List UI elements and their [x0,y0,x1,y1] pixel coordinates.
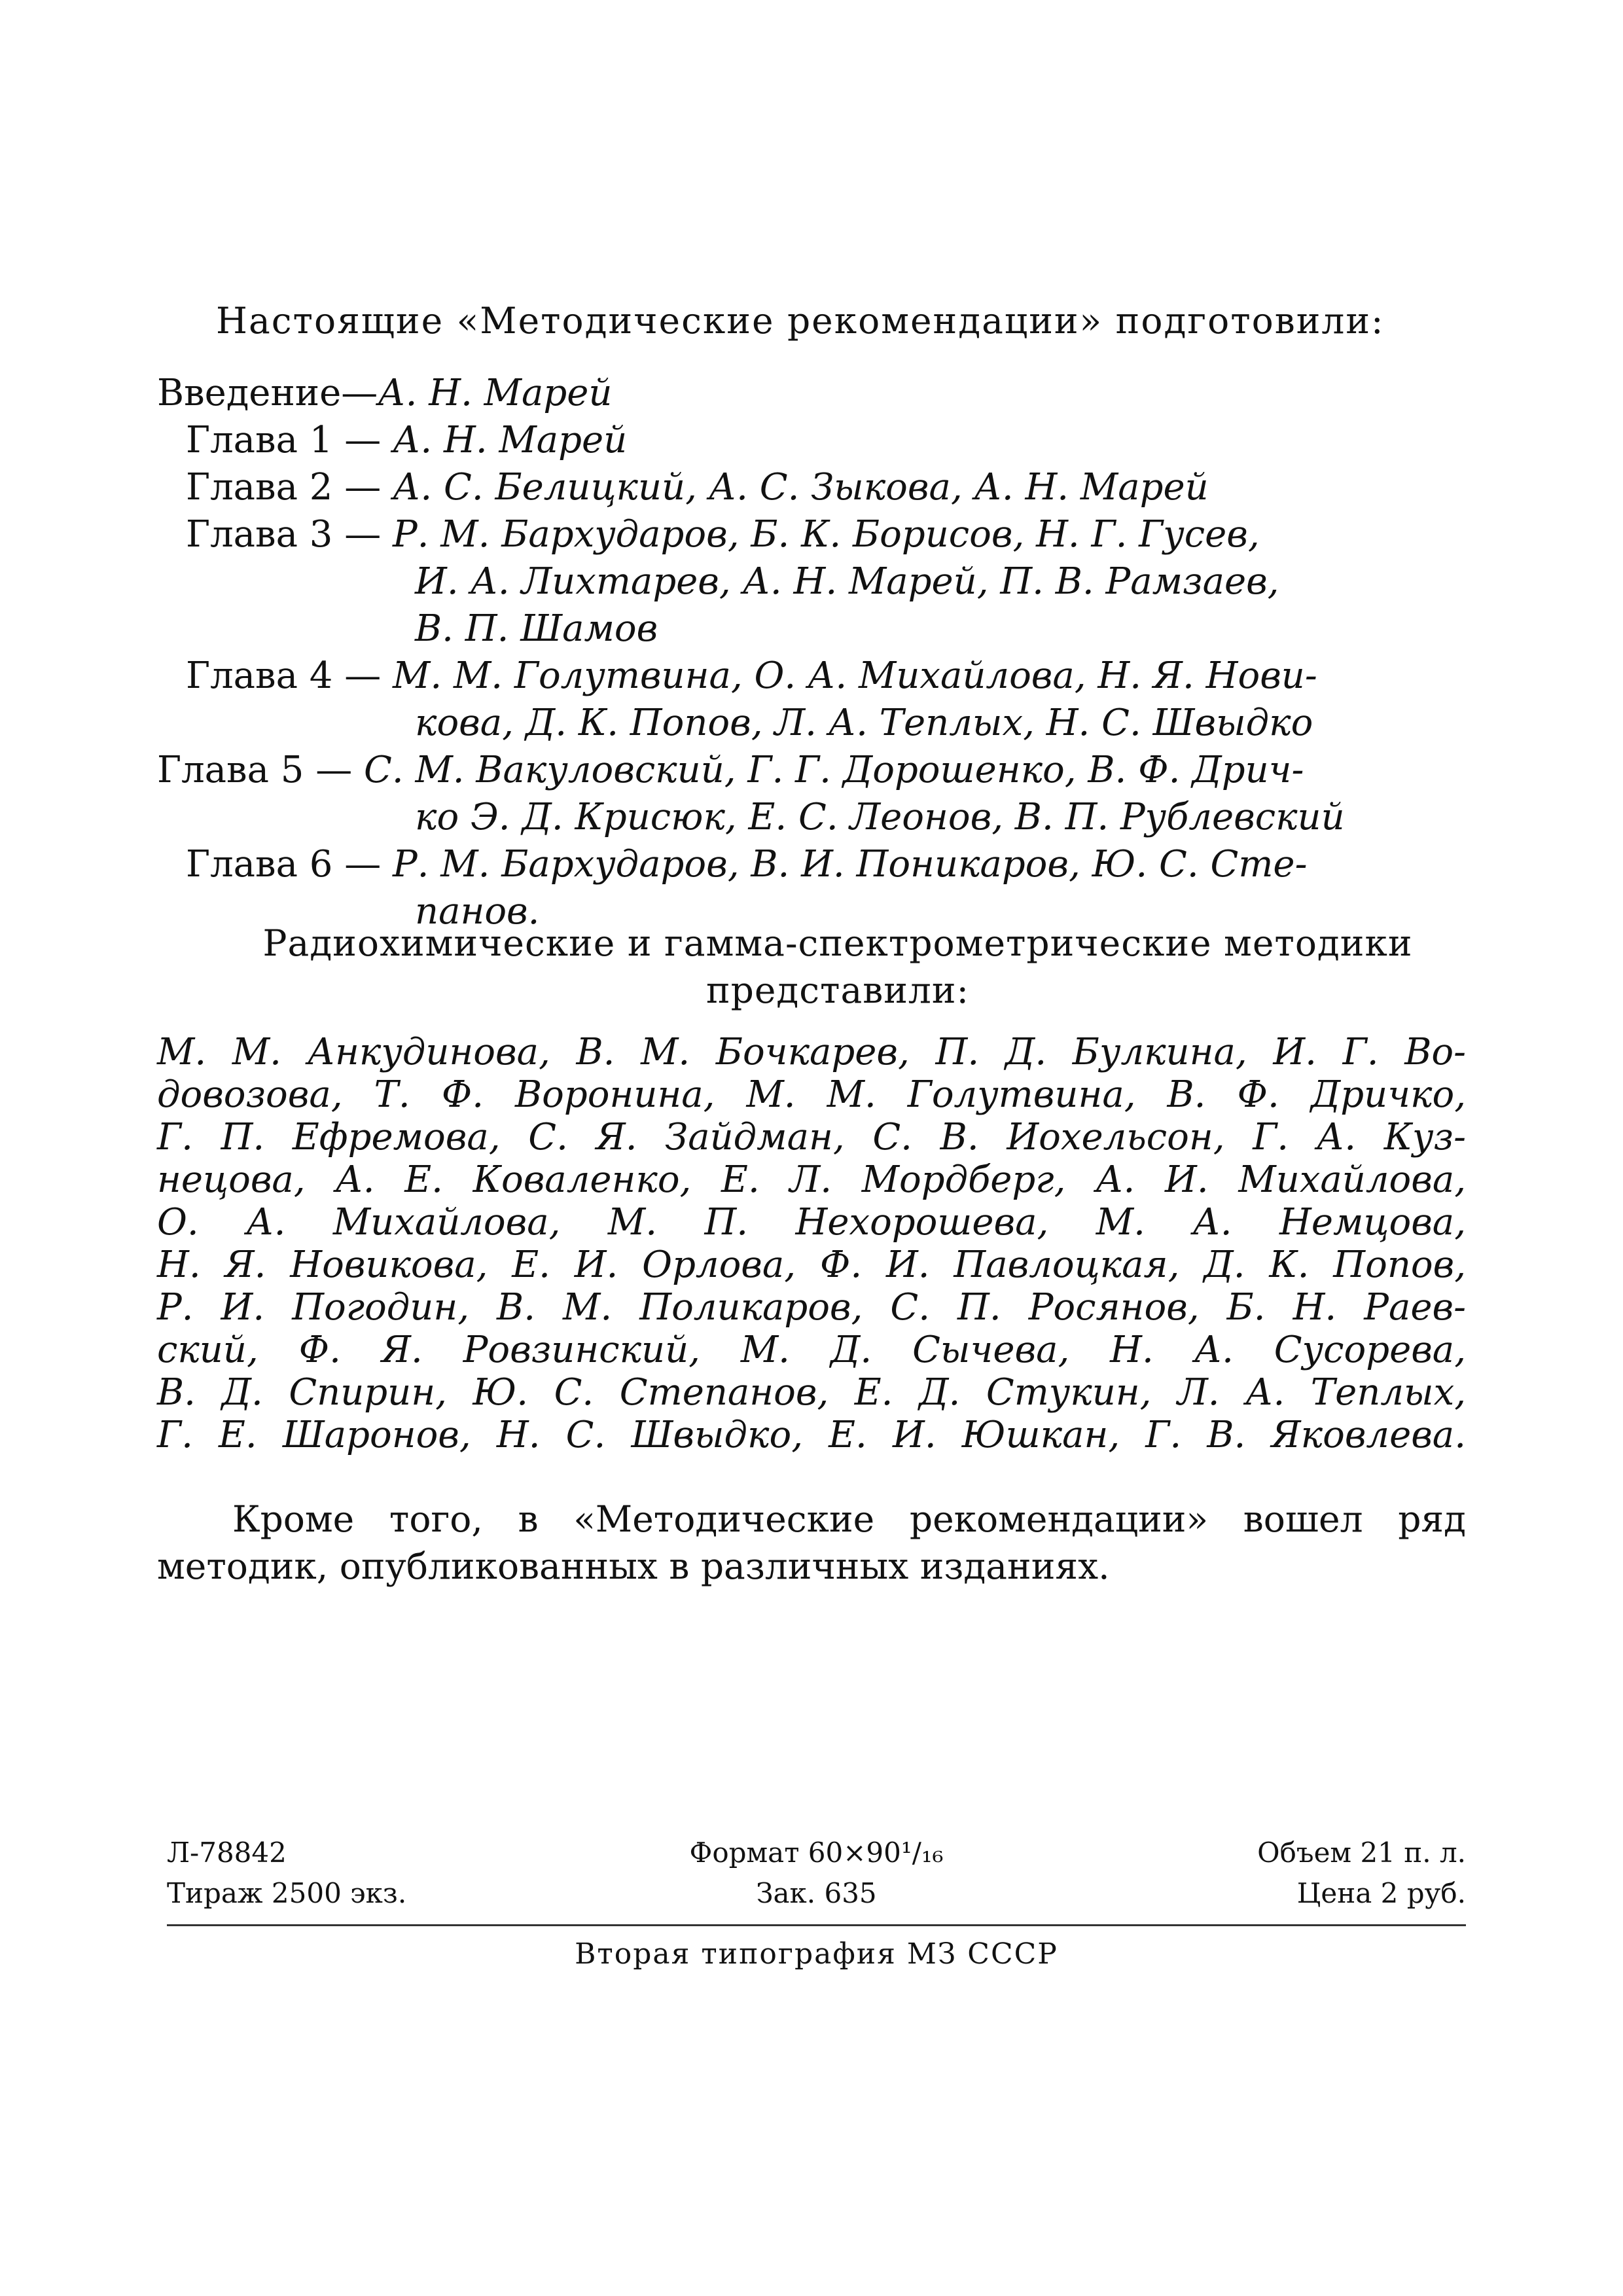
volume: Объем 21 п. л. [1257,1837,1466,1869]
dash: — [341,372,378,414]
printer-name: Вторая типография МЗ СССР [575,1937,1058,1971]
credit-continuation [157,794,1505,841]
publication-code: Л-78842 [167,1837,287,1869]
methods-heading-line: представили: [705,969,970,1011]
imprint-block [167,1833,1466,1914]
credit-names: А. Н. Марей [393,419,628,461]
credit-label: Глава 3 [186,513,333,556]
contributors-line: Г. П. Ефремова, С. Я. Зайдман, С. В. Иохельсон, Г. А. Куз- [157,1116,1466,1158]
contributors-line: М. М. Анкудинова, В. М. Бочкарев, П. Д. Булкина, И. Г. Во- [157,1031,1466,1073]
contributors-line: Р. И. Погодин, В. М. Поликаров, С. П. Росянов, Б. Н. Раев- [157,1286,1466,1329]
credit-row-chapter-5 [157,747,1505,794]
imprint-row [167,1833,1466,1873]
credit-names: С. М. Вакуловский, Г. Г. Дорошенко, В. Ф. Дрич- [364,749,1304,791]
credit-names: А. Н. Марей [378,372,613,414]
contributors-line: О. А. Михайлова, М. П. Нехорошева, М. А. Немцова, [157,1201,1466,1244]
credit-row-chapter-3 [157,511,1505,558]
methods-contributors [157,1031,1466,1456]
dash: — [332,419,393,461]
note-line: методик, опубликованных в различных изданиях. [157,1545,1110,1587]
credit-row-chapter-2 [157,464,1505,511]
credit-label: Глава 6 [186,843,333,886]
credit-label: Глава 1 [186,419,333,461]
credit-names: И. А. Лихтарев, А. Н. Марей, П. В. Рамзаев, [415,560,1279,603]
additional-note [157,1496,1466,1590]
credit-row-chapter-1 [157,417,1505,464]
dash: — [304,749,364,791]
credit-row-chapter-6 [157,841,1505,888]
credit-label: Глава 5 [157,749,304,791]
credit-names: В. П. Шамов [415,607,658,650]
price: Цена 2 руб. [1296,1877,1466,1909]
credit-names: Р. М. Бархударов, В. И. Поникаров, Ю. С. Сте- [393,843,1308,886]
credit-row-chapter-4 [157,653,1505,700]
credit-row-introduction [157,370,1505,417]
credit-names: ко Э. Д. Крисюк, Е. С. Леонов, В. П. Рублевский [415,796,1345,838]
imprint-row [167,1873,1466,1914]
credit-continuation [157,700,1505,747]
dash: — [332,655,393,697]
dash: — [332,843,393,886]
credit-names: М. М. Голутвина, О. А. Михайлова, Н. Я. Нови- [393,655,1317,697]
paper-format: Формат 60×90¹/₁₆ [689,1837,944,1869]
credit-continuation [157,605,1505,653]
order-number: Зак. 635 [756,1877,877,1909]
contributors-line: Н. Я. Новикова, Е. И. Орлова, Ф. И. Павлоцкая, Д. К. Попов, [157,1244,1466,1286]
contributors-line: нецова, А. Е. Коваленко, Е. Л. Мордберг, А. И. Михайлова, [157,1158,1466,1201]
dash: — [332,513,393,556]
credit-names: панов. [415,890,540,933]
contributors-line: ский, Ф. Я. Ровзинский, М. Д. Сычева, Н. А. Сусорева, [157,1329,1466,1371]
methods-heading-line: Радиохимические и гамма-спектрометрические методики [262,922,1413,964]
credit-names: кова, Д. К. Попов, Л. А. Теплых, Н. С. Швыдко [415,702,1313,744]
note-line: Кроме того, в «Методические рекомендации» вошел ряд [232,1498,1466,1540]
dash: — [332,466,393,509]
chapter-credits [157,370,1505,935]
preparers-heading: Настоящие «Методические рекомендации» подготовили: [216,300,1385,342]
circulation: Тираж 2500 экз. [167,1877,407,1909]
contributors-line: В. Д. Спирин, Ю. С. Степанов, Е. Д. Стукин, Л. А. Теплых, [157,1371,1466,1414]
divider-rule [167,1924,1466,1926]
credit-label: Введение [157,372,342,414]
methods-heading [209,920,1466,1014]
credit-names: Р. М. Бархударов, Б. К. Борисов, Н. Г. Гусев, [393,513,1260,556]
credit-label: Глава 4 [186,655,333,697]
contributors-line: довозова, Т. Ф. Воронина, М. М. Голутвина, В. Ф. Дричко, [157,1073,1466,1116]
credit-names: А. С. Белицкий, А. С. Зыкова, А. Н. Марей [393,466,1209,509]
credit-label: Глава 2 [186,466,333,509]
credit-continuation [157,558,1505,605]
contributors-line: Г. Е. Шаронов, Н. С. Швыдко, Е. И. Юшкан, Г. В. Яковлева. [157,1414,1466,1456]
